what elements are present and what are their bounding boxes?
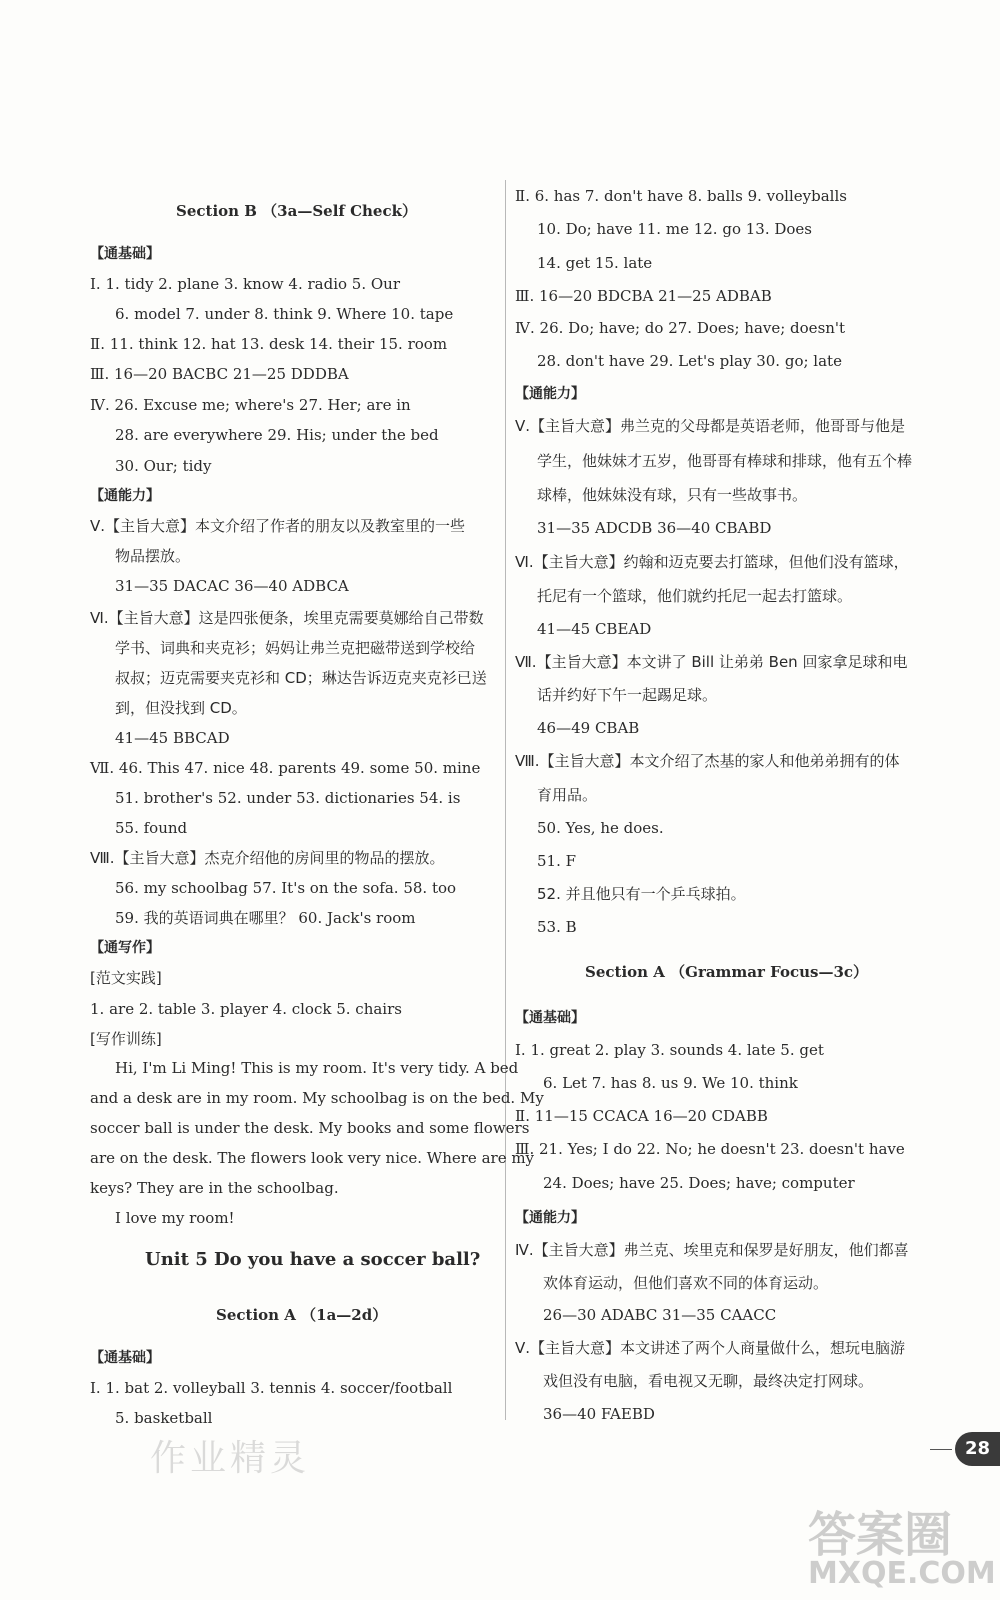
answer-line: Ⅶ. 46. This 47. nice 48. parents 49. some 50. mine	[90, 759, 481, 777]
summary-line: 学生，他妹妹才五岁，他哥哥有棒球和排球，他有五个棒	[537, 452, 913, 470]
heading: 【通能力】	[90, 488, 160, 504]
answer-line: Ⅲ. 21. Yes; I do 22. No; he doesn't 23. doesn't have	[515, 1140, 905, 1158]
summary-line: Ⅶ.【主旨大意】本文讲了 Bill 让弟弟 Ben 回家拿足球和电	[515, 653, 908, 671]
answer-line: 1. are 2. table 3. player 4. clock 5. chairs	[90, 1000, 402, 1018]
summary-line: Ⅴ.【主旨大意】弗兰克的父母都是英语老师，他哥哥与他是	[515, 417, 906, 435]
page-number-dash	[930, 1449, 952, 1450]
answer-line: 28. don't have 29. Let's play 30. go; late	[537, 352, 842, 370]
answer-line: 30. Our; tidy	[115, 457, 212, 475]
watermark: 作业精灵	[150, 1438, 311, 1479]
essay-line: and a desk are in my room. My schoolbag is on the bed. My	[90, 1089, 544, 1107]
essay-line: keys? They are in the schoolbag.	[90, 1179, 339, 1197]
answer-line: Ⅳ. 26. Excuse me; where's 27. Her; are in	[90, 396, 411, 414]
answer-line: 31—35 ADCDB 36—40 CBABD	[537, 519, 772, 537]
summary-line: 物品摆放。	[115, 547, 191, 565]
subheading: [写作训练]	[90, 1030, 162, 1048]
summary-line: Ⅳ.【主旨大意】弗兰克、埃里克和保罗是好朋友，他们都喜	[515, 1241, 909, 1259]
answer-line: 5. basketball	[115, 1409, 213, 1427]
summary-line: Ⅴ.【主旨大意】本文介绍了作者的朋友以及教室里的一些	[90, 517, 466, 535]
summary-line: 叔叔；迈克需要夹克衫和 CD；琳达告诉迈克夹克衫已送	[115, 669, 487, 687]
answer-line: Ⅱ. 11—15 CCACA 16—20 CDABB	[515, 1107, 768, 1125]
answer-line: 6. Let 7. has 8. us 9. We 10. think	[543, 1074, 798, 1092]
answer-line: 41—45 CBEAD	[537, 620, 652, 638]
page-number: 28	[955, 1432, 1000, 1466]
answer-line: 28. are everywhere 29. His; under the bed	[115, 426, 439, 444]
watermark-url: MXQE.COM	[808, 1556, 996, 1591]
answer-line: 50. Yes, he does.	[537, 819, 664, 837]
answer-line: 55. found	[115, 819, 188, 837]
heading: 【通基础】	[90, 246, 160, 262]
summary-line: Ⅷ.【主旨大意】本文介绍了杰基的家人和他弟弟拥有的体	[515, 752, 900, 770]
answer-line: 41—45 BBCAD	[115, 729, 230, 747]
watermark-logo: 答案圈	[808, 1507, 953, 1563]
summary-line: 托尼有一个篮球，他们就约托尼一起去打篮球。	[537, 587, 853, 605]
answer-line: 51. F	[537, 852, 577, 870]
answer-line: 36—40 FAEBD	[543, 1405, 655, 1423]
answer-line: 31—35 DACAC 36—40 ADBCA	[115, 577, 349, 595]
heading: 【通能力】	[515, 386, 585, 402]
heading: 【通基础】	[515, 1010, 585, 1026]
answer-line: 59. 我的英语词典在哪里？ 60. Jack's room	[115, 909, 416, 927]
essay-line: Hi, I'm Li Ming! This is my room. It's very tidy. A bed	[115, 1059, 519, 1077]
heading: 【通写作】	[90, 940, 160, 956]
answer-line: 14. get 15. late	[537, 254, 653, 272]
summary-line: 球棒，他妹妹没有球，只有一些故事书。	[537, 486, 808, 504]
essay-line: I love my room!	[115, 1209, 235, 1227]
answer-line: Ⅱ. 11. think 12. hat 13. desk 14. their 15. room	[90, 335, 448, 353]
essay-line: soccer ball is under the desk. My books and some flowers	[90, 1119, 530, 1137]
summary-line: 到，但没找到 CD。	[115, 699, 247, 717]
summary-line: 学书、词典和夹克衫；妈妈让弗兰克把磁带送到学校给	[115, 639, 476, 657]
answer-line: Ⅲ. 16—20 BDCBA 21—25 ADBAB	[515, 287, 772, 305]
summary-line: 戏但没有电脑，看电视又无聊，最终决定打网球。	[543, 1372, 874, 1390]
answer-line: 53. B	[537, 918, 577, 936]
answer-line: 26—30 ADABC 31—35 CAACC	[543, 1306, 777, 1324]
summary-line: Ⅴ.【主旨大意】本文讲述了两个人商量做什么，想玩电脑游	[515, 1339, 906, 1357]
column-divider	[505, 180, 506, 1420]
answer-line: 10. Do; have 11. me 12. go 13. Does	[537, 220, 812, 238]
answer-line: Ⅲ. 16—20 BACBC 21—25 DDDBA	[90, 365, 349, 383]
section-title: Section A （Grammar Focus—3c）	[585, 963, 869, 981]
subheading: [范文实践]	[90, 969, 162, 987]
summary-line: Ⅵ.【主旨大意】这是四张便条，埃里克需要莫娜给自己带数	[90, 609, 484, 627]
answer-line: 6. model 7. under 8. think 9. Where 10. tape	[115, 305, 454, 323]
summary-line: 欢体育运动，但他们喜欢不同的体育运动。	[543, 1274, 829, 1292]
answer-line: 24. Does; have 25. Does; have; computer	[543, 1174, 855, 1192]
summary-line: 话并约好下午一起踢足球。	[537, 686, 718, 704]
section-title: Section A （1a—2d）	[216, 1306, 388, 1324]
essay-line: are on the desk. The flowers look very nice. Where are my	[90, 1149, 535, 1167]
heading: 【通能力】	[515, 1210, 585, 1226]
answer-line: Ⅰ. 1. great 2. play 3. sounds 4. late 5. get	[515, 1041, 824, 1059]
answer-line: 51. brother's 52. under 53. dictionaries 54. is	[115, 789, 461, 807]
answer-line: Ⅰ. 1. tidy 2. plane 3. know 4. radio 5. Our	[90, 275, 401, 293]
summary-line: Ⅵ.【主旨大意】约翰和迈克要去打篮球，但他们没有篮球，	[515, 553, 909, 571]
heading: 【通基础】	[90, 1350, 160, 1366]
summary-line: Ⅷ.【主旨大意】杰克介绍他的房间里的物品的摆放。	[90, 849, 445, 867]
unit-title: Unit 5 Do you have a soccer ball?	[145, 1249, 481, 1270]
answer-line: Ⅱ. 6. has 7. don't have 8. balls 9. volleyballs	[515, 187, 847, 205]
summary-line: 育用品。	[537, 786, 598, 804]
answer-line: 52. 并且他只有一个乒乓球拍。	[537, 885, 746, 903]
answer-line: 56. my schoolbag 57. It's on the sofa. 58. too	[115, 879, 457, 897]
section-title: Section B （3a—Self Check）	[176, 202, 417, 220]
answer-line: Ⅳ. 26. Do; have; do 27. Does; have; doesn't	[515, 319, 846, 337]
answer-line: 46—49 CBAB	[537, 719, 640, 737]
answer-line: Ⅰ. 1. bat 2. volleyball 3. tennis 4. soccer/football	[90, 1379, 453, 1397]
